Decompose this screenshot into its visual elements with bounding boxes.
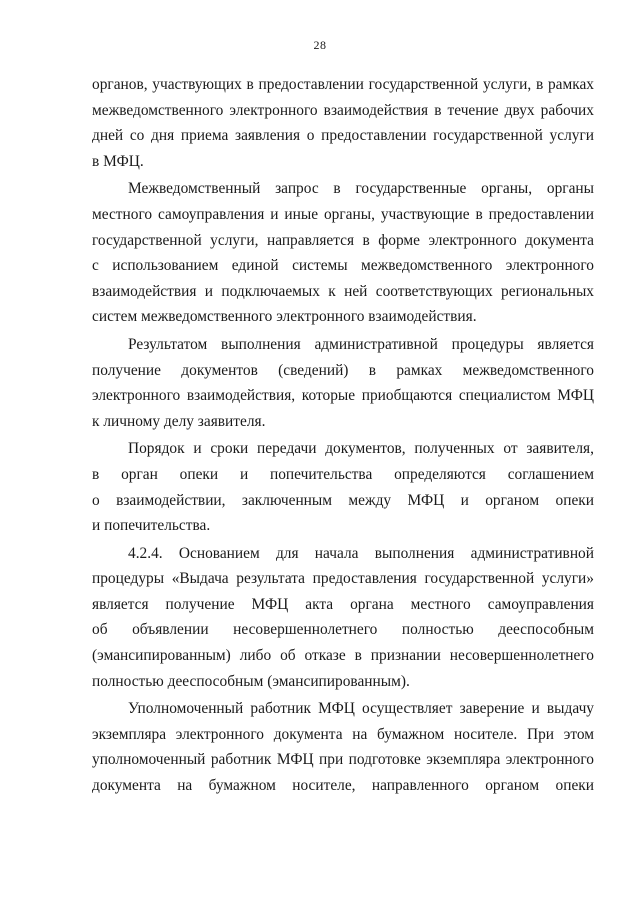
page-number: 28 bbox=[313, 38, 327, 52]
text-line: получение документов (сведений) в рамках межведомственного bbox=[92, 361, 594, 379]
paragraph bbox=[92, 176, 594, 330]
text-line: процедуры «Выдача результата предоставления государственной услуги» bbox=[92, 570, 594, 588]
text-line: экземпляра электронного документа на бумажном носителе. При этом bbox=[92, 725, 594, 743]
paragraph bbox=[92, 696, 594, 798]
text-line: электронного взаимодействия, которые приобщаются специалистом МФЦ bbox=[92, 387, 594, 405]
text-line: органов, участвующих в предоставлении государственной услуги, в рамках bbox=[92, 76, 594, 93]
paragraph bbox=[92, 72, 594, 174]
text-line: межведомственного электронного взаимодействия в течение двух рабочих bbox=[92, 101, 594, 119]
text-line: Порядок и сроки передачи документов, полученных от заявителя, bbox=[128, 440, 594, 458]
text-line: государственной услуги, направляется в форме электронного документа bbox=[92, 231, 594, 249]
text-line: в МФЦ. bbox=[92, 152, 144, 170]
text-line: местного самоуправления и иные органы, участвующие в предоставлении bbox=[92, 205, 594, 223]
text-line: и попечительства. bbox=[92, 517, 211, 535]
text-line: об объявлении несовершеннолетнего полностью дееспособным bbox=[92, 621, 594, 639]
text-line: документа на бумажном носителе, направленного органом опеки bbox=[92, 777, 594, 795]
text-line: 4.2.4. Основанием для начала выполнения административной bbox=[128, 544, 594, 562]
text-line: с использованием единой системы межведомственного электронного bbox=[92, 257, 594, 275]
text-line: в орган опеки и попечительства определяются соглашением bbox=[92, 465, 594, 483]
paragraph bbox=[92, 332, 594, 434]
text-line: полностью дееспособным (эмансипированным). bbox=[92, 672, 410, 690]
text-line: Межведомственный запрос в государственные органы, органы bbox=[128, 180, 594, 198]
paragraph bbox=[92, 541, 594, 695]
text-line: Уполномоченный работник МФЦ осуществляет заверение и выдачу bbox=[128, 700, 594, 718]
text-line: к личному делу заявителя. bbox=[92, 412, 266, 430]
text-line: уполномоченный работник МФЦ при подготовке экземпляра электронного bbox=[92, 751, 594, 769]
paragraph bbox=[92, 436, 594, 538]
text-line: систем межведомственного электронного взаимодействия. bbox=[92, 308, 477, 326]
text-line: является получение МФЦ акта органа местного самоуправления bbox=[92, 595, 594, 613]
document-body bbox=[92, 72, 594, 799]
text-line: дней со дня приема заявления о предоставлении государственной услуги bbox=[92, 127, 594, 145]
text-line: (эмансипированным) либо об отказе в признании несовершеннолетнего bbox=[92, 647, 594, 665]
text-line: Результатом выполнения административной процедуры является bbox=[128, 335, 594, 353]
text-line: взаимодействия и подключаемых к ней соответствующих региональных bbox=[92, 282, 594, 300]
text-line: о взаимодействии, заключенным между МФЦ и органом опеки bbox=[92, 491, 594, 509]
